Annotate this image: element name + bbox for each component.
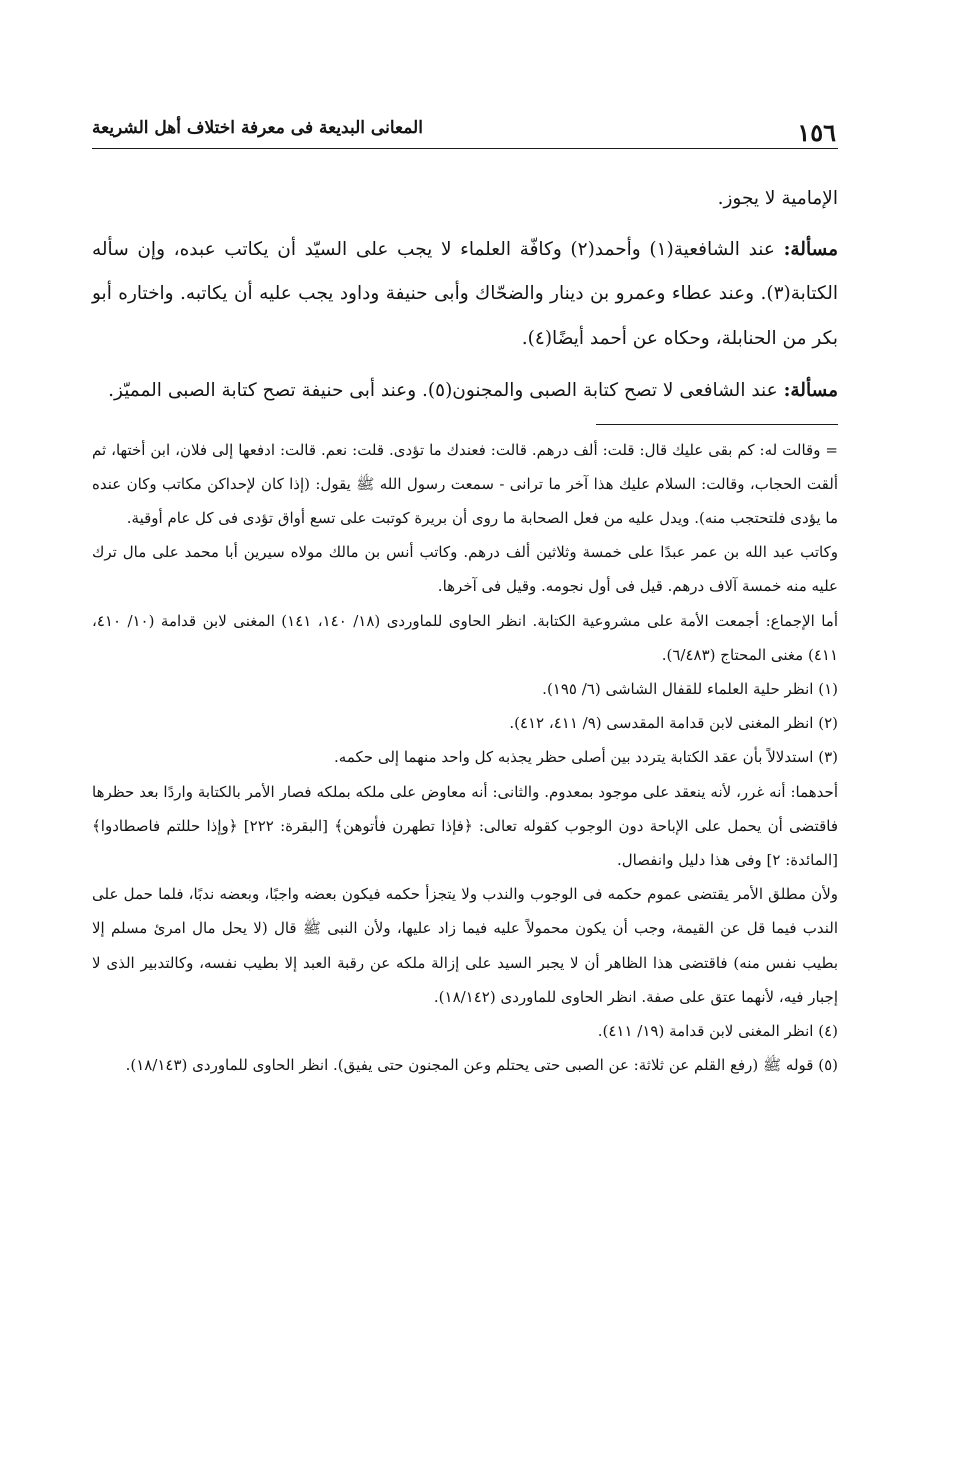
footnotes [92,433,838,1083]
page-number: ١٥٦ [797,118,836,147]
footnote-3: (٣) استدلالاً بأن عقد الكتابة يتردد بين أصلى حظر يجذبه كل واحد منهما إلى حكمه. [334,748,838,767]
issue-paragraph-1 [92,228,838,362]
issue-text: عند الشافعية(١) وأحمد(٢) وكافّة العلماء لا يجب على السيّد أن يكاتب عبده، وإن سأله الكتابة(٣). وعند عطاء وعمرو بن دينار والضحّاك وأبى حنيفة وداود يجب عليه أن يكاتبه. واختاره أبو بكر من الحنابلة، وحكاه عن أحمد أيضًا(٤). [92,238,838,349]
issue-label: مسألة: [783,238,838,260]
footnote-continuation: وكاتب عبد الله بن عمر عبدًا على خمسة وثلاثين ألف درهم. وكاتب أنس بن مالك مولاه سيرين أبا محمد على مال ترك عليه منه خمسة آلاف درهم. قيل فى أول نجومه. وقيل فى آخرها. [92,543,838,596]
book-page [92,108,838,1082]
footnote-3-continued: أحدهما: أنه غرر، لأنه ينعقد على موجود بمعدوم. والثانى: أنه معاوض على ملكه بملكه فصار الأمر بالكتابة واردًا بعد حظرها فاقتضى أن يحمل على الإباحة دون الوجوب كقوله تعالى: ﴿فإذا تطهرن فأتوهن﴾ [البقرة: ٢٢٢] ﴿وإذا حللتم فاصطادوا﴾ [المائدة: ٢] وفى هذا دليل وانفصال. [92,782,838,869]
footnote-2: (٢) انظر المغنى لابن قدامة المقدسى (٩/ ٤١١، ٤١٢). [509,714,838,733]
footnote-4: (٤) انظر المغنى لابن قدامة (١٩/ ٤١١). [597,1021,838,1040]
paragraph-continuation: الإمامية لا يجوز. [717,188,838,209]
footnote-continuation: = وقالت له: كم بقى عليك قال: قلت: ألف درهم. قالت: فعندك ما تؤدى. قلت: نعم. قالت: ادفعها إلى فلان، ابن أختها، ثم ألقت الحجاب، وقالت: السلام عليك هذا آخر ما ترانى - سمعت رسول الله ﷺ يقول: (إذا كان لإحداكن مكاتب وكان عنده ما يؤدى فلتحتجب منه). ويدل عليه من فعل الصحابة ما روى أن بريرة كوتبت على تسع أواق تؤدى فى كل عام أوقية. [92,440,838,527]
footnote-separator [596,424,838,425]
footnote-3-continued: ولأن مطلق الأمر يقتضى عموم حكمه فى الوجوب والندب ولا يتجزأ حكمه فيكون بعضه واجبًا، وبعضه ندبًا، فلما حمل على الندب فيما قل عن القيمة، وجب أن يكون محمولاً عليه فيما زاد عليها، ولأن النبى ﷺ قال (لا يحل مال امرئ مسلم إلا بطيب نفس منه) فاقتضى هذا الظاهر أن لا يجبر السيد على إزالة ملكه عن رقبة العبد إلا بطيب نفسه، وكالتدبير الذى لا إجبار فيه، لأنهما عتق على صفة. انظر الحاوى للماوردى (١٨/١٤٢). [92,885,838,1006]
footnote-continuation: أما الإجماع: أجمعت الأمة على مشروعية الكتابة. انظر الحاوى للماوردى (١٨/ ١٤٠، ١٤١) المغنى لابن قدامة (١٠/ ٤١٠، ٤١١) مغنى المحتاج (٦/٤٨٣). [92,611,839,664]
footnote-5: (٥) قوله ﷺ (رفع القلم عن ثلاثة: عن الصبى حتى يحتلم وعن المجنون حتى يفيق). انظر الحاوى للماوردى (١٨/١٤٣). [125,1056,838,1075]
issue-paragraph-2 [92,369,838,414]
running-title: المعانى البديعة فى معرفة اختلاف أهل الشريعة [92,118,423,138]
main-text [92,177,838,414]
page-header [92,108,838,149]
footnote-1: (١) انظر حلية العلماء للقفال الشاشى (٦/ ١٩٥). [542,679,838,698]
issue-label: مسألة: [783,380,838,401]
issue-text: عند الشافعى لا تصح كتابة الصبى والمجنون(٥). وعند أبى حنيفة تصح كتابة الصبى المميّز. [108,380,784,401]
